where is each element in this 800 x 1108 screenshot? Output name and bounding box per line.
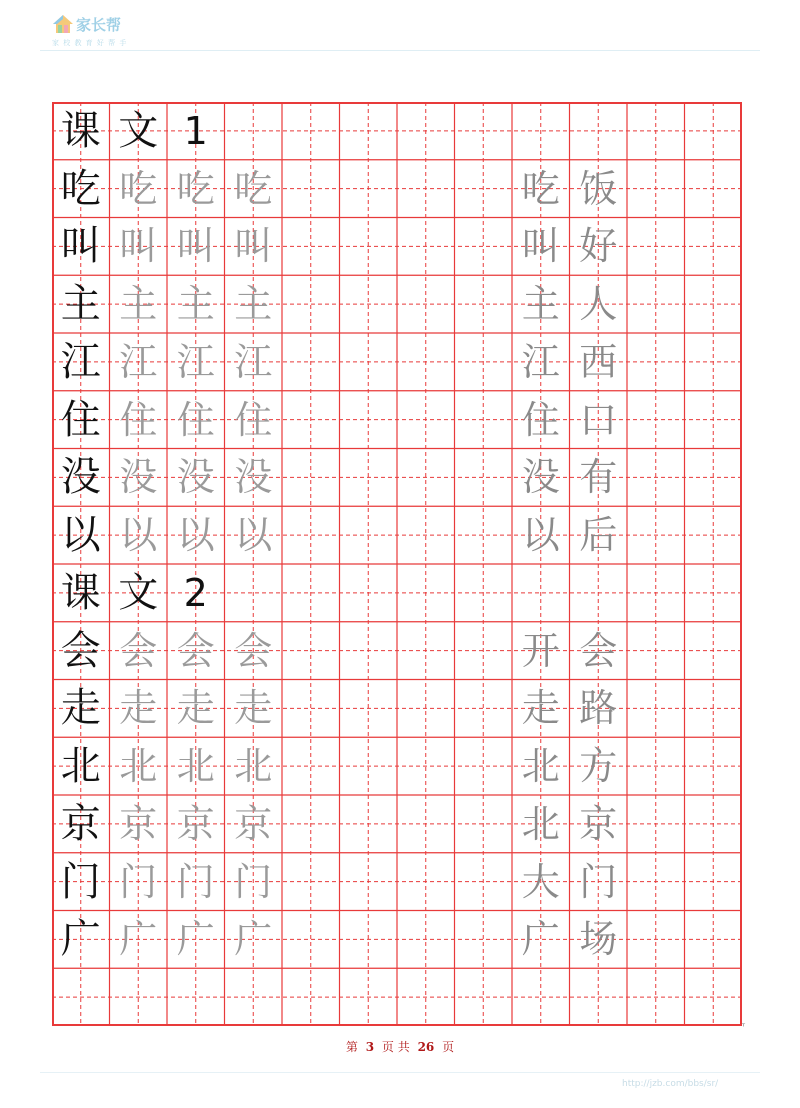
footer-url: http://jzb.com/bbs/sr/ [622,1079,719,1089]
word-character: 有 [579,455,618,500]
word-character: 主 [521,282,560,327]
trace-character: 京 [176,801,215,846]
word-character: 没 [521,455,560,500]
word-character: 门 [579,859,618,904]
trace-character: 江 [176,339,215,384]
model-character: 以 [60,512,101,559]
model-character: 吃 [60,165,101,212]
page-total: 26 [417,1040,435,1054]
trace-character: 叫 [234,224,273,269]
trace-character: 门 [176,859,215,904]
trace-character: 会 [234,628,273,673]
house-logo-icon [52,14,74,34]
corner-mark: ᵀ [742,1022,746,1031]
word-character: 大 [521,859,560,904]
trace-character: 主 [234,282,273,327]
word-character: 人 [579,282,618,327]
page-mid: 页 共 [381,1040,410,1054]
model-character: 京 [60,800,101,847]
page-suffix: 页 [442,1040,455,1054]
logo-slogan: 家 校 教 育 好 帮 手 [52,39,128,47]
lesson-title-char: 课 [60,107,101,154]
word-character: 京 [579,801,618,846]
trace-character: 江 [119,339,158,384]
word-character: 好 [579,224,618,269]
trace-character: 北 [119,744,158,789]
trace-character: 广 [234,917,273,962]
trace-character: 走 [176,686,215,731]
trace-character: 北 [234,744,273,789]
model-character: 会 [60,627,101,674]
model-character: 没 [60,454,101,501]
trace-character: 吃 [176,166,215,211]
word-character: 广 [521,917,560,962]
word-character: 北 [521,801,560,846]
trace-character: 门 [234,859,273,904]
lesson-title-char: 2 [183,570,208,615]
trace-character: 住 [234,397,273,442]
page-current: 3 [365,1040,375,1054]
trace-character: 主 [119,282,158,327]
word-character: 开 [521,628,560,673]
trace-character: 主 [176,282,215,327]
word-character: 吃 [521,166,560,211]
word-character: 北 [521,744,560,789]
trace-character: 吃 [119,166,158,211]
trace-character: 住 [119,397,158,442]
page-prefix: 第 [345,1040,358,1054]
trace-character: 门 [119,859,158,904]
word-character: 走 [521,686,560,731]
trace-character: 江 [234,339,273,384]
word-character: 口 [579,397,618,442]
word-character: 路 [579,686,618,731]
lesson-title-char: 文 [118,569,159,616]
footer-divider [40,1072,760,1073]
trace-character: 叫 [176,224,215,269]
model-character: 门 [60,858,101,905]
word-character: 以 [521,513,560,558]
model-character: 住 [60,396,101,443]
trace-character: 以 [119,513,158,558]
word-character: 住 [521,397,560,442]
trace-character: 走 [119,686,158,731]
trace-character: 叫 [119,224,158,269]
trace-character: 没 [119,455,158,500]
lesson-title-char: 文 [118,107,159,154]
trace-character: 会 [176,628,215,673]
tianzige-worksheet [52,102,742,1026]
lesson-title-char: 1 [183,108,208,153]
word-character: 场 [579,917,618,962]
logo-name: 家长帮 [76,16,122,34]
word-character: 方 [579,744,618,789]
trace-character: 京 [234,801,273,846]
word-character: 后 [579,513,618,558]
word-character: 江 [521,339,560,384]
site-logo [52,12,162,52]
model-character: 叫 [60,223,101,270]
header-divider [40,50,760,51]
trace-character: 北 [176,744,215,789]
model-character: 江 [60,338,101,385]
word-character: 饭 [579,166,618,211]
trace-character: 以 [234,513,273,558]
page-footer [0,1038,800,1055]
trace-character: 走 [234,686,273,731]
trace-character: 没 [176,455,215,500]
word-character: 会 [579,628,618,673]
trace-character: 没 [234,455,273,500]
model-character: 广 [60,916,101,963]
lesson-title-char: 课 [60,569,101,616]
word-character: 西 [579,339,618,384]
trace-character: 吃 [234,166,273,211]
trace-character: 京 [119,801,158,846]
model-character: 走 [60,685,101,732]
trace-character: 以 [176,513,215,558]
trace-character: 广 [176,917,215,962]
trace-character: 住 [176,397,215,442]
model-character: 主 [60,281,101,328]
trace-character: 广 [119,917,158,962]
word-character: 叫 [521,224,560,269]
trace-character: 会 [119,628,158,673]
model-character: 北 [60,743,101,790]
